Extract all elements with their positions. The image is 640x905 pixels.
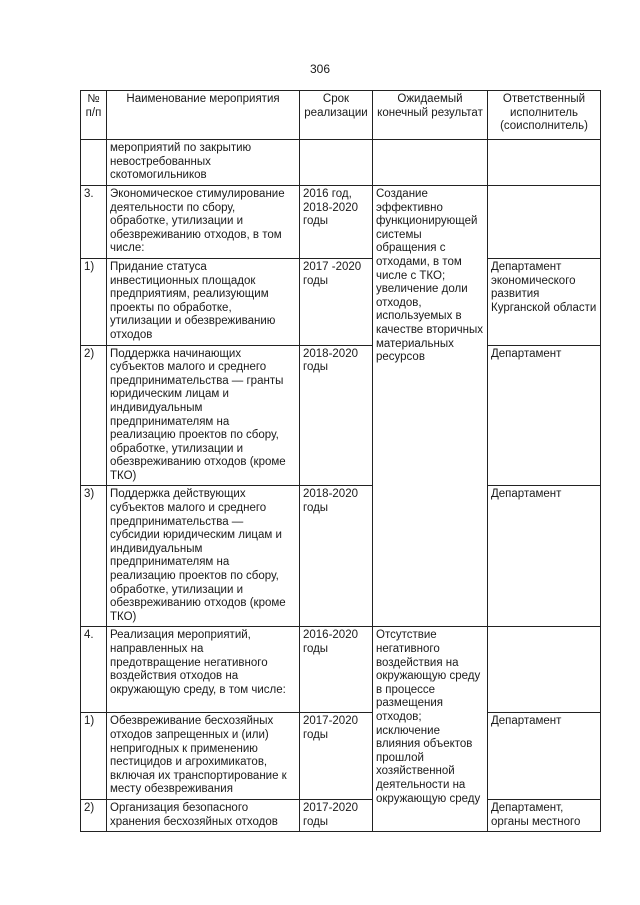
header-name: Наименование мероприятия: [107, 91, 300, 140]
row-term: 2018-2020 годы: [300, 486, 373, 627]
row-executor: [488, 186, 601, 259]
row-result: Создание эффективно функционирующей системы обращения с отходами, в том числе с ТКО; увеличение доли отходов, используемых в качестве вторичных материальных ресурсов: [373, 186, 488, 627]
row-executor: Департамент, органы местного: [488, 799, 601, 831]
row-term: 2016-2020 годы: [300, 627, 373, 713]
page-number: 306: [309, 62, 331, 76]
row-name: Поддержка начинающих субъектов малого и среднего предпринимательства — гранты юридическим лицам и индивидуальным предпринимателям на реализацию проектов по сбору, обработке, утилизации и обезвреживанию отходов (кроме ТКО): [107, 345, 300, 486]
row-term: [300, 140, 373, 186]
row-result: [373, 140, 488, 186]
row-executor: Департамент: [488, 345, 601, 486]
table-row: [81, 713, 601, 800]
row-name: Организация безопасного хранения бесхозяйных отходов: [107, 799, 300, 831]
row-result: Отсутствие негативного воздействия на окружающую среду в процессе размещения отходов; исключение влияния объектов прошлой хозяйственной деятельности на окружающую среду: [373, 627, 488, 832]
table-row: [81, 486, 601, 627]
header-num: № п/п: [81, 91, 107, 140]
row-num: 3.: [81, 186, 107, 259]
row-term: 2017 -2020 годы: [300, 258, 373, 345]
row-name: Экономическое стимулирование деятельности по сбору, обработке, утилизации и обезвреживанию отходов, в том числе:: [107, 186, 300, 259]
row-executor: [488, 140, 601, 186]
row-num: [81, 140, 107, 186]
row-executor: Департамент экономического развития Курганской области: [488, 258, 601, 345]
row-name: Реализация мероприятий, направленных на предотвращение негативного воздействия отходов на окружающую среду, в том числе:: [107, 627, 300, 713]
table-row: [81, 258, 601, 345]
table-header-row: [81, 91, 601, 140]
row-term: 2018-2020 годы: [300, 345, 373, 486]
row-name: Поддержка действующих субъектов малого и среднего предпринимательства — субсидии юридическим лицам и индивидуальным предпринимателям на реализацию проектов по сбору, обработке, утилизации и обезвреживанию отходов (кроме ТКО): [107, 486, 300, 627]
row-term: 2017-2020 годы: [300, 799, 373, 831]
row-num: 1): [81, 258, 107, 345]
row-executor: Департамент: [488, 486, 601, 627]
header-term: Срок реализации: [300, 91, 373, 140]
row-name: мероприятий по закрытию невостребованных скотомогильников: [107, 140, 300, 186]
header-executor: Ответственный исполнитель (соисполнитель): [488, 91, 601, 140]
row-num: 2): [81, 345, 107, 486]
row-term: 2016 год, 2018-2020 годы: [300, 186, 373, 259]
table-row: [81, 186, 601, 259]
table-row: [81, 345, 601, 486]
row-name: Придание статуса инвестиционных площадок предприятиям, реализующим проекты по обработке, утилизации и обезвреживанию отходов: [107, 258, 300, 345]
table-row: [81, 627, 601, 713]
row-num: 3): [81, 486, 107, 627]
measures-table: [80, 90, 601, 832]
row-num: 1): [81, 713, 107, 800]
row-name: Обезвреживание бесхозяйных отходов запрещенных и (или) непригодных к применению пестицидов и агрохимикатов, включая их транспортирование к месту обезвреживания: [107, 713, 300, 800]
row-num: 2): [81, 799, 107, 831]
table-row: [81, 799, 601, 831]
header-result: Ожидаемый конечный результат: [373, 91, 488, 140]
row-term: 2017-2020 годы: [300, 713, 373, 800]
row-num: 4.: [81, 627, 107, 713]
row-executor: Департамент: [488, 713, 601, 800]
table-row: [81, 140, 601, 186]
row-executor: [488, 627, 601, 713]
